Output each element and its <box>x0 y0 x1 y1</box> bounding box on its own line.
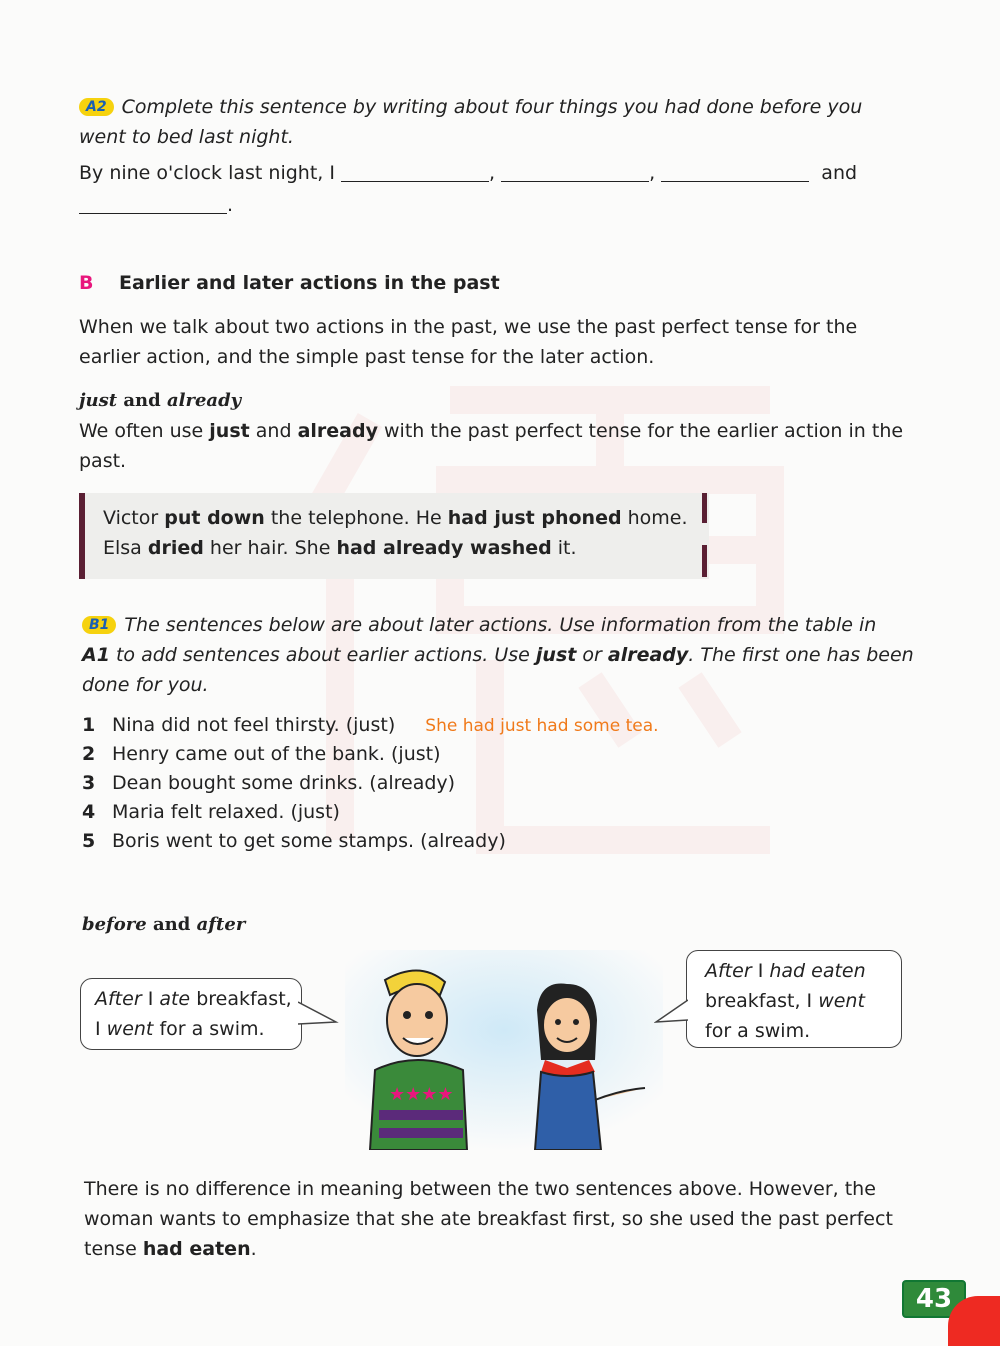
b1-list <box>82 710 962 855</box>
before-after-explanation: There is no difference in meaning between the two sentences above. However, the woman wants to emphasize that she ate breakfast first, so she used the past perfect tense had eaten. <box>84 1178 893 1260</box>
speech-bubble-right: After I had eaten breakfast, I went for a swim. <box>686 950 902 1048</box>
b1-instruction: B1 The sentences below are about later actions. Use information from the table in A1 to add sentences about earlier actions. Use just or already. The first one has been done for you. <box>82 614 914 696</box>
woman-dress <box>535 1072 601 1150</box>
list-item: 5 Boris went to get some stamps. (already) <box>82 830 506 852</box>
section-letter: B <box>79 272 94 294</box>
before-after-heading: before and after <box>82 914 246 935</box>
answer-blank-1[interactable] <box>341 161 489 182</box>
example-box-right-bar-top <box>702 493 707 523</box>
example-box-left-bar <box>79 493 85 579</box>
answer-blank-4[interactable] <box>79 193 227 214</box>
section-b-intro: When we talk about two actions in the past, we use the past perfect tense for the earlier action, and the simple past tense for the later action. <box>79 316 858 368</box>
a2-badge: A2 <box>79 98 114 116</box>
svg-text:★★★★: ★★★★ <box>389 1084 454 1105</box>
just-already-text: We often use just and already with the past perfect tense for the earlier action in the past. <box>79 420 904 472</box>
just-already-heading: just and already <box>79 390 242 411</box>
list-item: 2 Henry came out of the bank. (just) <box>82 743 441 765</box>
example-line-2: Elsa dried her hair. She had already washed it. <box>103 537 577 559</box>
speech-bubble-right-tail <box>654 998 688 1028</box>
example-box <box>79 493 709 579</box>
woman-face <box>543 997 591 1053</box>
a2-instruction: A2 Complete this sentence by writing about four things you had done before you went to bed last night. <box>79 96 863 148</box>
a2-sentence-end: . <box>79 190 233 220</box>
page-number: 43 <box>902 1280 966 1318</box>
example-answer: She had just had some tea. <box>425 716 659 736</box>
speech-bubble-left-tail <box>298 1000 340 1030</box>
example-line-1: Victor put down the telephone. He had just phoned home. <box>103 507 688 529</box>
b1-badge: B1 <box>82 616 116 634</box>
section-title: Earlier and later actions in the past <box>119 272 500 294</box>
list-item: 3 Dean bought some drinks. (already) <box>82 772 456 794</box>
list-item: 1 Nina did not feel thirsty. (just) She had just had some tea. <box>82 714 659 736</box>
man-face <box>387 984 447 1056</box>
example-box-right-bar-bottom <box>702 545 707 577</box>
list-item: 4 Maria felt relaxed. (just) <box>82 801 340 823</box>
illustration-two-people <box>345 950 663 1150</box>
answer-blank-2[interactable] <box>501 161 649 182</box>
section-b-heading <box>79 272 500 294</box>
a2-sentence: By nine o'clock last night, I , , and <box>79 162 858 184</box>
answer-blank-3[interactable] <box>661 161 809 182</box>
cartoon-illustration <box>345 950 663 1150</box>
speech-bubble-left: After I ate breakfast, I went for a swim. <box>80 978 302 1050</box>
